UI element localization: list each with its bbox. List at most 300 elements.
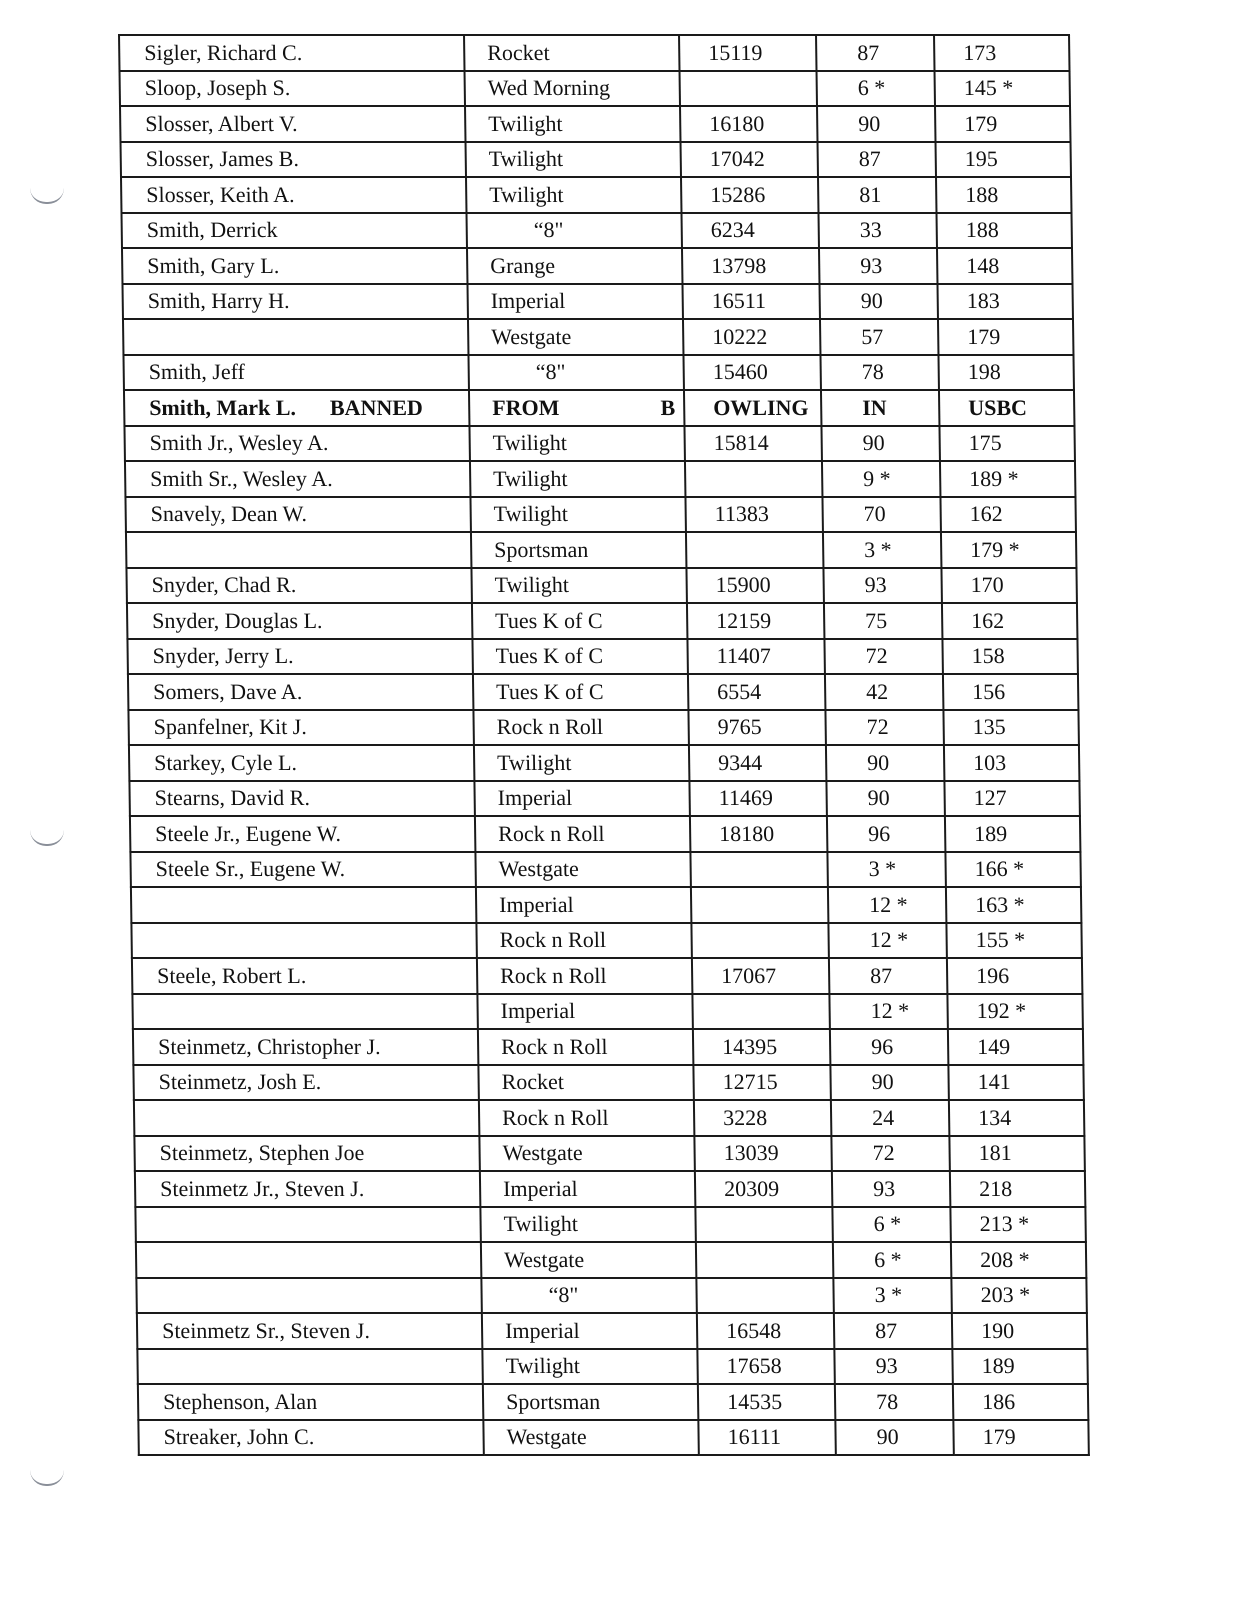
table-row [135, 1171, 1085, 1207]
bowling-average: 175 [968, 430, 1002, 456]
total-pins: 17658 [726, 1353, 782, 1379]
league-cell [467, 284, 682, 320]
league-name: Rock n Roll [501, 1104, 609, 1130]
table-row [123, 355, 1073, 391]
bowler-name: Somers, Dave A. [153, 678, 303, 704]
bowling-average: 103 [972, 749, 1007, 775]
total-pins-cell [680, 106, 817, 142]
bowling-average: 218 [978, 1175, 1013, 1201]
league-name: Grange [490, 252, 556, 278]
games-bowled: 93 [875, 1353, 898, 1379]
bowler-name-cell [130, 816, 475, 852]
games-bowled: 87 [869, 962, 893, 988]
games-bowled: 75 [865, 607, 888, 633]
games-bowled-cell [824, 639, 942, 675]
total-pins: 17067 [720, 962, 777, 988]
total-pins-cell [698, 1384, 835, 1420]
bowling-average: 158 [971, 643, 1005, 669]
games-bowled: 78 [861, 359, 884, 385]
league-name: Twilight [493, 501, 569, 527]
total-pins-cell [679, 35, 816, 71]
total-pins-cell [697, 1313, 834, 1349]
bowling-average: 163 * [974, 891, 1025, 917]
league-name: Twilight [489, 181, 564, 207]
league-cell [477, 958, 692, 994]
bowler-name: Steele Jr., Eugene W. [154, 820, 342, 846]
bowling-average-cell [952, 1349, 1087, 1385]
bowling-average: 134 [977, 1104, 1012, 1130]
league-name: Imperial [497, 785, 573, 811]
games-bowled: 72 [872, 1140, 895, 1166]
table-row [125, 497, 1075, 533]
league-cell [464, 35, 679, 71]
bowler-name: Slosser, James B. [145, 146, 300, 172]
bowler-name: Steele, Robert L. [156, 962, 307, 988]
total-pins-cell [692, 958, 829, 994]
bowling-average-cell [943, 710, 1078, 746]
bowling-average: 127 [973, 785, 1007, 811]
league-name: “8" [535, 359, 566, 385]
league-cell [475, 852, 690, 888]
league-name: Twilight [488, 146, 564, 172]
total-pins-cell [692, 994, 829, 1030]
games-bowled-cell [819, 284, 937, 320]
games-bowled: IN [862, 394, 887, 420]
league-name: FROM [492, 394, 560, 420]
league-name: Westgate [502, 1140, 583, 1166]
binder-hole-mark [30, 830, 64, 846]
league-cell [476, 923, 691, 959]
league-cell [466, 213, 681, 249]
bowler-name-cell [137, 1313, 482, 1349]
games-bowled: 93 [864, 572, 887, 598]
table-row [125, 461, 1075, 497]
games-bowled-cell [827, 852, 945, 888]
table-row [121, 177, 1071, 213]
bowling-average-cell [936, 213, 1071, 249]
games-bowled-cell [834, 1313, 952, 1349]
table-row [129, 745, 1079, 781]
table-row [138, 1384, 1088, 1420]
bowler-name: Snyder, Chad R. [151, 572, 297, 598]
league-cell [473, 710, 688, 746]
games-bowled-cell [832, 1207, 950, 1243]
bowling-average: 183 [966, 288, 1000, 314]
bowling-average: 181 [978, 1140, 1012, 1166]
bowling-average: 148 [966, 252, 1000, 278]
games-bowled-cell [818, 213, 936, 249]
games-bowled-cell [821, 426, 939, 462]
league-name: Rock n Roll [500, 1033, 608, 1059]
bowling-average-cell [940, 497, 1075, 533]
table-row [135, 1207, 1085, 1243]
league-name: Tues K of C [496, 678, 604, 704]
bowling-average: 179 [967, 323, 1001, 349]
total-pins-cell [694, 1100, 831, 1136]
league-cell [480, 1171, 695, 1207]
games-bowled-cell [820, 319, 938, 355]
bowler-name: Smith, Gary L. [147, 252, 280, 278]
bowler-name: Smith Sr., Wesley A. [150, 465, 333, 491]
bowler-roster-sheet [118, 34, 1088, 1456]
bowling-average: 192 * [976, 998, 1027, 1024]
total-pins: 16111 [727, 1424, 782, 1450]
games-bowled: 90 [871, 1069, 894, 1095]
league-cell [482, 1349, 697, 1385]
league-cell [472, 639, 687, 675]
bowling-average: 170 [970, 572, 1004, 598]
games-bowled: 72 [866, 714, 889, 740]
bowler-name-cell [133, 1029, 478, 1065]
league-cell [465, 71, 680, 107]
total-pins: 6234 [710, 217, 755, 243]
bowler-name-cell [120, 106, 465, 142]
league-cell [470, 497, 685, 533]
total-pins: 3228 [722, 1104, 768, 1130]
games-bowled-cell [823, 532, 941, 568]
bowling-average-cell [941, 532, 1076, 568]
bowler-name: Starkey, Cyle L. [153, 749, 298, 775]
total-pins-cell [690, 852, 827, 888]
table-row [132, 994, 1082, 1030]
games-bowled-cell [833, 1278, 951, 1314]
bowler-name-cell [124, 426, 469, 462]
total-pins: 12715 [722, 1069, 778, 1095]
total-pins-cell [695, 1171, 832, 1207]
games-bowled: 9 * [863, 465, 891, 491]
games-bowled: 42 [866, 678, 889, 704]
league-cell [478, 1029, 693, 1065]
table-row [137, 1349, 1087, 1385]
roster-body [119, 35, 1089, 1455]
games-bowled-cell [826, 781, 944, 817]
league-name: Tues K of C [495, 607, 603, 633]
total-pins-cell [688, 710, 825, 746]
total-pins: 10222 [712, 323, 768, 349]
league-name: Westgate [491, 323, 572, 349]
games-bowled-cell [830, 1029, 948, 1065]
games-bowled: 96 [870, 1033, 894, 1059]
league-name: Twilight [496, 749, 572, 775]
bowler-name: Sigler, Richard C. [144, 39, 303, 65]
table-row [136, 1242, 1086, 1278]
table-row [122, 284, 1072, 320]
total-pins: 15460 [712, 359, 768, 385]
league-name: Tues K of C [495, 643, 604, 669]
bowling-average: 196 [975, 962, 1010, 988]
league-name: Westgate [503, 1246, 585, 1272]
bowling-average: 186 [981, 1388, 1016, 1414]
table-row [136, 1278, 1086, 1314]
league-cell [468, 319, 683, 355]
bowling-average: 198 [967, 359, 1001, 385]
total-pins-cell [698, 1420, 835, 1456]
bowling-average: 189 * [969, 465, 1019, 491]
bowler-name-cell [125, 461, 470, 497]
league-name: Imperial [500, 998, 576, 1024]
bowler-name-cell [136, 1242, 481, 1278]
bowling-average: 166 * [974, 856, 1025, 882]
bowler-name-cell [136, 1278, 481, 1314]
bowling-average-cell [934, 35, 1069, 71]
total-pins: 11407 [716, 643, 772, 669]
bowler-name-cell [128, 710, 473, 746]
league-cell [465, 106, 680, 142]
total-pins-cell [689, 745, 826, 781]
bowling-average: 156 [972, 678, 1006, 704]
games-bowled-cell [835, 1384, 953, 1420]
table-row [129, 781, 1079, 817]
bowling-average-cell [938, 355, 1073, 391]
table-row [124, 426, 1074, 462]
total-pins-cell [681, 213, 818, 249]
bowler-name-cell [127, 603, 472, 639]
league-cell-content [492, 394, 683, 420]
bowling-average-cell [935, 106, 1070, 142]
league-name: Imperial [490, 288, 566, 314]
bowler-name-cell [123, 319, 468, 355]
total-pins-cell [685, 461, 822, 497]
games-bowled: 90 [866, 749, 890, 775]
league-cell [483, 1420, 698, 1456]
games-bowled-cell [821, 390, 939, 426]
bowling-average-cell [938, 319, 1073, 355]
table-row [122, 248, 1072, 284]
games-bowled: 90 [860, 288, 883, 314]
bowling-average-cell [936, 177, 1071, 213]
table-row [121, 142, 1071, 178]
bowler-name-cell [121, 142, 466, 178]
total-pins-cell [681, 142, 818, 178]
total-pins-cell [689, 781, 826, 817]
bowling-average-cell [939, 390, 1074, 426]
games-bowled: 6 * [857, 75, 886, 101]
games-bowled-cell [828, 887, 946, 923]
bowling-average-cell [943, 674, 1078, 710]
games-bowled-cell [817, 106, 935, 142]
games-bowled: 90 [876, 1424, 899, 1450]
total-pins-cell [684, 390, 821, 426]
league-cell [469, 390, 684, 426]
bowling-average: 179 [982, 1424, 1016, 1450]
total-pins: 15286 [710, 181, 766, 207]
league-cell [475, 816, 690, 852]
bowling-average-cell [950, 1171, 1085, 1207]
bowling-average-cell [950, 1207, 1085, 1243]
bowling-average-cell [944, 781, 1079, 817]
bowler-name: Smith, Jeff [148, 359, 246, 385]
table-row [126, 532, 1076, 568]
games-bowled: 57 [861, 323, 884, 349]
bowler-name: Slosser, Albert V. [145, 110, 298, 136]
bowler-averages-table [118, 34, 1090, 1456]
bowler-name: Smith, Derrick [146, 217, 278, 243]
total-pins: 15900 [715, 572, 771, 598]
table-row [134, 1100, 1084, 1136]
games-bowled: 24 [871, 1104, 895, 1130]
league-name: Wed Morning [487, 75, 611, 101]
league-name: Rock n Roll [496, 714, 604, 740]
table-row [120, 106, 1070, 142]
total-pins-cell [696, 1242, 833, 1278]
table-row [133, 1029, 1083, 1065]
league-cell [468, 355, 683, 391]
table-row [137, 1313, 1087, 1349]
league-name: Twilight [505, 1353, 581, 1379]
bowling-average-cell [945, 816, 1080, 852]
total-pins: 12159 [716, 607, 772, 633]
bowler-name: Smith Jr., Wesley A. [149, 430, 329, 456]
league-name: Twilight [488, 110, 563, 136]
total-pins: OWLING [713, 394, 809, 420]
total-pins-cell [686, 532, 823, 568]
games-bowled: 6 * [873, 1211, 902, 1237]
bowling-average-cell [952, 1313, 1087, 1349]
league-name: Twilight [503, 1211, 579, 1237]
bowling-average: 188 [965, 217, 999, 243]
games-bowled: 12 * [868, 891, 908, 917]
league-name: Rocket [487, 39, 550, 65]
table-row [130, 816, 1080, 852]
bowling-average: 208 * [979, 1246, 1030, 1272]
games-bowled-cell [825, 710, 943, 746]
league-name: Imperial [504, 1317, 580, 1343]
games-bowled-cell [818, 177, 936, 213]
league-cell [467, 248, 682, 284]
total-pins: 16511 [711, 288, 767, 314]
bowler-name-cell [121, 177, 466, 213]
table-row [127, 603, 1077, 639]
bowler-name-cell [134, 1136, 479, 1172]
league-cell [478, 1065, 693, 1101]
bowler-name: Steinmetz Jr., Steven J. [159, 1175, 365, 1201]
total-pins: 9344 [717, 749, 763, 775]
total-pins: 20309 [723, 1175, 780, 1201]
bowling-average: 135 [972, 714, 1006, 740]
total-pins-cell [686, 568, 823, 604]
bowling-average-cell [939, 426, 1074, 462]
games-bowled: 3 * [874, 1282, 903, 1308]
bowling-average: 173 [963, 39, 997, 65]
bowler-name-cell [135, 1207, 480, 1243]
league-name: Rocket [501, 1069, 565, 1095]
league-name: “8" [548, 1282, 579, 1308]
bowling-average-cell [935, 71, 1070, 107]
games-bowled: 78 [875, 1388, 899, 1414]
games-bowled-cell [817, 71, 935, 107]
league-name: Sportsman [494, 536, 589, 562]
total-pins-cell [691, 887, 828, 923]
games-bowled: 70 [863, 501, 886, 527]
bowling-average-cell [936, 142, 1071, 178]
bowling-average-cell [946, 887, 1081, 923]
bowler-name-cell [121, 213, 466, 249]
league-cell [481, 1278, 696, 1314]
league-cell [482, 1313, 697, 1349]
games-bowled-cell [825, 674, 943, 710]
bowler-name: Snyder, Jerry L. [152, 643, 294, 669]
league-cell [473, 674, 688, 710]
bowler-name-cell [129, 781, 474, 817]
total-pins-cell [680, 71, 817, 107]
bowling-average-cell [953, 1384, 1088, 1420]
bowler-name-cell [122, 248, 467, 284]
bowling-average-cell [948, 1065, 1083, 1101]
total-pins-cell [682, 248, 819, 284]
league-cell [480, 1207, 695, 1243]
league-name: Westgate [506, 1424, 587, 1450]
bowler-name-cell [126, 568, 471, 604]
table-row [123, 319, 1073, 355]
table-row [133, 1065, 1083, 1101]
league-name: Imperial [502, 1175, 578, 1201]
games-bowled-cell [834, 1349, 952, 1385]
games-bowled-cell [818, 142, 936, 178]
total-pins: 6554 [717, 678, 762, 704]
league-cell [479, 1136, 694, 1172]
banned-notice: BANNED [329, 394, 423, 420]
table-row-banned [124, 390, 1074, 426]
league-cell [481, 1242, 696, 1278]
games-bowled-cell [820, 355, 938, 391]
league-name: Twilight [494, 572, 570, 598]
bowler-name-cell [119, 35, 464, 71]
bowling-average-cell [937, 248, 1072, 284]
bowling-average-cell [948, 1029, 1083, 1065]
bowling-average-cell [951, 1242, 1086, 1278]
bowler-name: Smith, Mark L. [149, 394, 297, 420]
games-bowled: 81 [859, 181, 882, 207]
bowling-average-cell [942, 603, 1077, 639]
league-name: Imperial [498, 891, 574, 917]
binder-hole-mark [30, 1470, 64, 1486]
table-row [130, 852, 1080, 888]
bowling-average: 190 [980, 1317, 1015, 1343]
bowler-name: Steinmetz Sr., Steven J. [161, 1317, 371, 1343]
total-pins: 14535 [726, 1388, 783, 1414]
bowler-name-cell [126, 532, 471, 568]
bowler-name: Stephenson, Alan [162, 1388, 318, 1414]
bowler-name: Steele Sr., Eugene W. [155, 856, 346, 882]
league-cell [474, 781, 689, 817]
total-pins-cell [685, 497, 822, 533]
league-cell [474, 745, 689, 781]
league-cell [483, 1384, 698, 1420]
bowling-average-cell [953, 1420, 1088, 1456]
total-pins-cell [688, 674, 825, 710]
bowler-name-cell [129, 745, 474, 781]
games-bowled: 12 * [870, 998, 910, 1024]
games-bowled: 87 [857, 39, 880, 65]
league-cell [470, 461, 685, 497]
league-suffix: B [660, 394, 676, 420]
bowling-average: 203 * [980, 1282, 1031, 1308]
bowler-name-cell [132, 994, 477, 1030]
bowler-name-cell [124, 390, 469, 426]
table-row [128, 674, 1078, 710]
bowling-average-cell [951, 1278, 1086, 1314]
bowler-name: Slosser, Keith A. [146, 181, 295, 207]
league-cell [479, 1100, 694, 1136]
bowler-name-cell [122, 284, 467, 320]
total-pins: 11469 [718, 785, 774, 811]
bowler-name-cell [138, 1384, 483, 1420]
table-row [119, 35, 1069, 71]
bowler-name-cell [125, 497, 470, 533]
league-cell [466, 177, 681, 213]
games-bowled-cell [831, 1136, 949, 1172]
total-pins-cell [694, 1136, 831, 1172]
